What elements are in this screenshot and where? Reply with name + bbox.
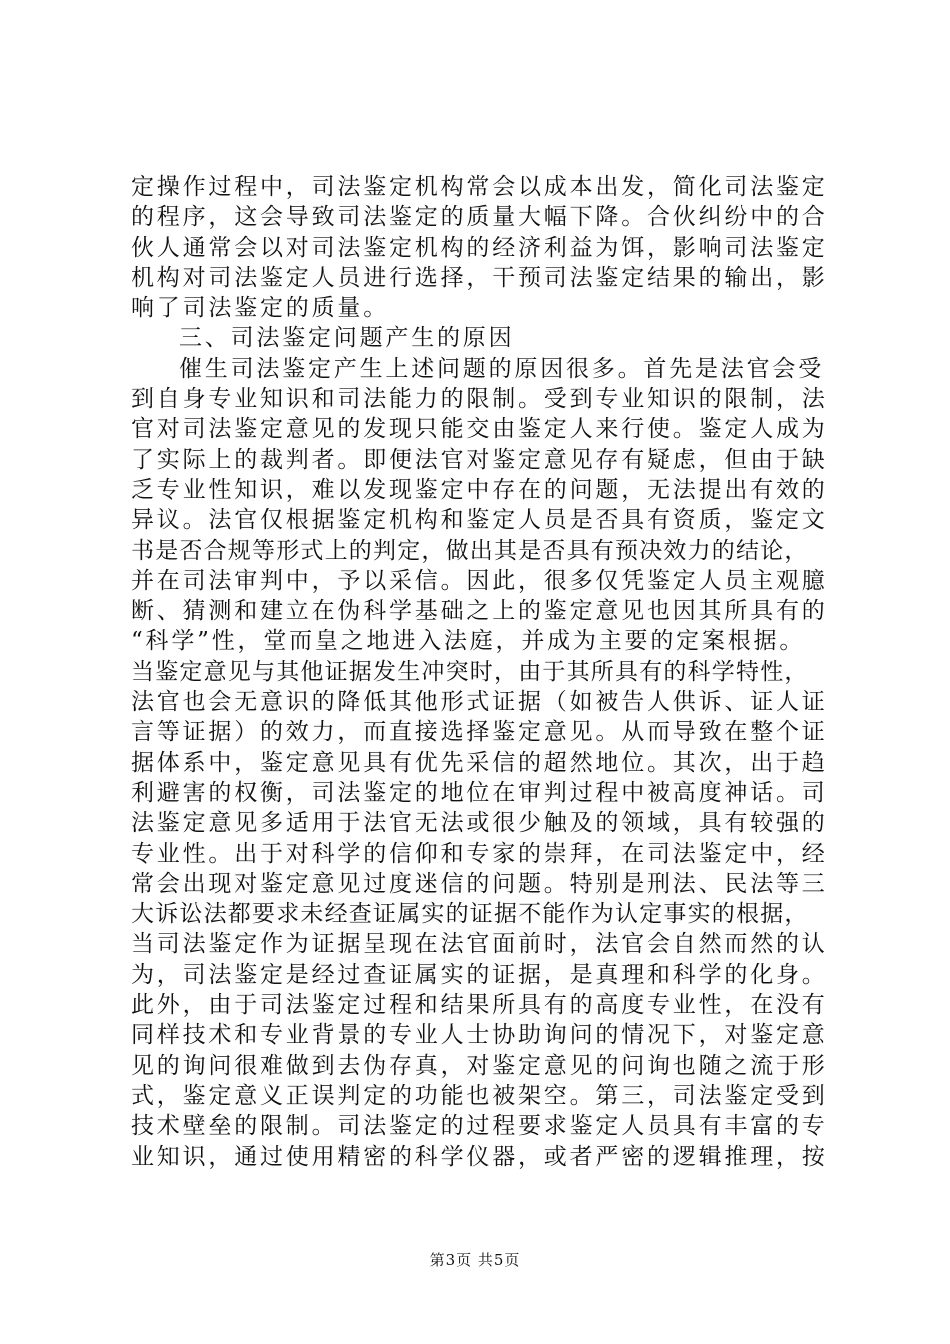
- body-text: [131, 172, 831, 1172]
- text-line: 据体系中，鉴定意见具有优先采信的超然地位。其次，出于趋: [131, 749, 828, 776]
- text-line: 式，鉴定意义正误判定的功能也被架空。第三，司法鉴定受到: [131, 1082, 828, 1109]
- page-number-footer: 第3页 共5页: [429, 1251, 521, 1269]
- text-line: 响了司法鉴定的质量。: [131, 295, 389, 322]
- text-line: 官对司法鉴定意见的发现只能交由鉴定人来行使。鉴定人成为: [131, 416, 828, 443]
- text-line: 此外，由于司法鉴定过程和结果所具有的高度专业性，在没有: [131, 992, 828, 1019]
- text-line: 定操作过程中，司法鉴定机构常会以成本出发，简化司法鉴定: [131, 174, 828, 200]
- section-heading: 三、司法鉴定问题产生的原因: [179, 325, 515, 352]
- text-line: 技术壁垒的限制。司法鉴定的过程要求鉴定人员具有丰富的专: [131, 1113, 828, 1140]
- text-line: 到自身专业知识和司法能力的限制。受到专业知识的限制，法: [131, 386, 828, 413]
- text-line: “科学”性，堂而皇之地进入法庭，并成为主要的定案根据。: [131, 628, 806, 655]
- text-line: 异议。法官仅根据鉴定机构和鉴定人员是否具有资质，鉴定文: [131, 507, 828, 534]
- text-line: 专业性。出于对科学的信仰和专家的崇拜，在司法鉴定中，经: [131, 840, 828, 867]
- text-line: 业知识，通过使用精密的科学仪器，或者严密的逻辑推理，按: [131, 1143, 828, 1170]
- text-line: 法鉴定意见多适用于法官无法或很少触及的领域，具有较强的: [131, 810, 828, 837]
- text-line: 同样技术和专业背景的专业人士协助询问的情况下，对鉴定意: [131, 1022, 828, 1049]
- text-line: 当司法鉴定作为证据呈现在法官面前时，法官会自然而然的认: [131, 931, 828, 958]
- text-line: 见的询问很难做到去伪存真，对鉴定意见的问询也随之流于形: [131, 1052, 828, 1079]
- text-line: 的程序，这会导致司法鉴定的质量大幅下降。合伙纠纷中的合: [131, 204, 828, 231]
- text-line: 为，司法鉴定是经过查证属实的证据，是真理和科学的化身。: [131, 961, 828, 988]
- text-line: 断、猜测和建立在伪科学基础之上的鉴定意见也因其所具有的: [131, 598, 828, 625]
- text-line: 伙人通常会以对司法鉴定机构的经济利益为饵，影响司法鉴定: [131, 234, 828, 261]
- text-line: 并在司法审判中，予以采信。因此，很多仅凭鉴定人员主观臆: [131, 567, 828, 594]
- text-line: 利避害的权衡，司法鉴定的地位在审判过程中被高度神话。司: [131, 779, 828, 806]
- text-line: 言等证据）的效力，而直接选择鉴定意见。从而导致在整个证: [131, 719, 828, 746]
- text-line: 机构对司法鉴定人员进行选择，干预司法鉴定结果的输出，影: [131, 264, 828, 291]
- text-line: 法官也会无意识的降低其他形式证据（如被告人供诉、证人证: [131, 689, 828, 716]
- text-line: 乏专业性知识，难以发现鉴定中存在的问题，无法提出有效的: [131, 476, 828, 503]
- paragraph-first-line: 催生司法鉴定产生上述问题的原因很多。首先是法官会受: [179, 355, 824, 382]
- text-line: 了实际上的裁判者。即便法官对鉴定意见存有疑虑，但由于缺: [131, 446, 828, 473]
- text-line: 大诉讼法都要求未经查证属实的证据不能作为认定事实的根据，: [131, 901, 809, 928]
- text-line: 当鉴定意见与其他证据发生冲突时，由于其所具有的科学特性，: [131, 658, 809, 685]
- text-line: 书是否合规等形式上的判定，做出其是否具有预决效力的结论，: [131, 537, 809, 564]
- text-line: 常会出现对鉴定意见过度迷信的问题。特别是刑法、民法等三: [131, 870, 828, 897]
